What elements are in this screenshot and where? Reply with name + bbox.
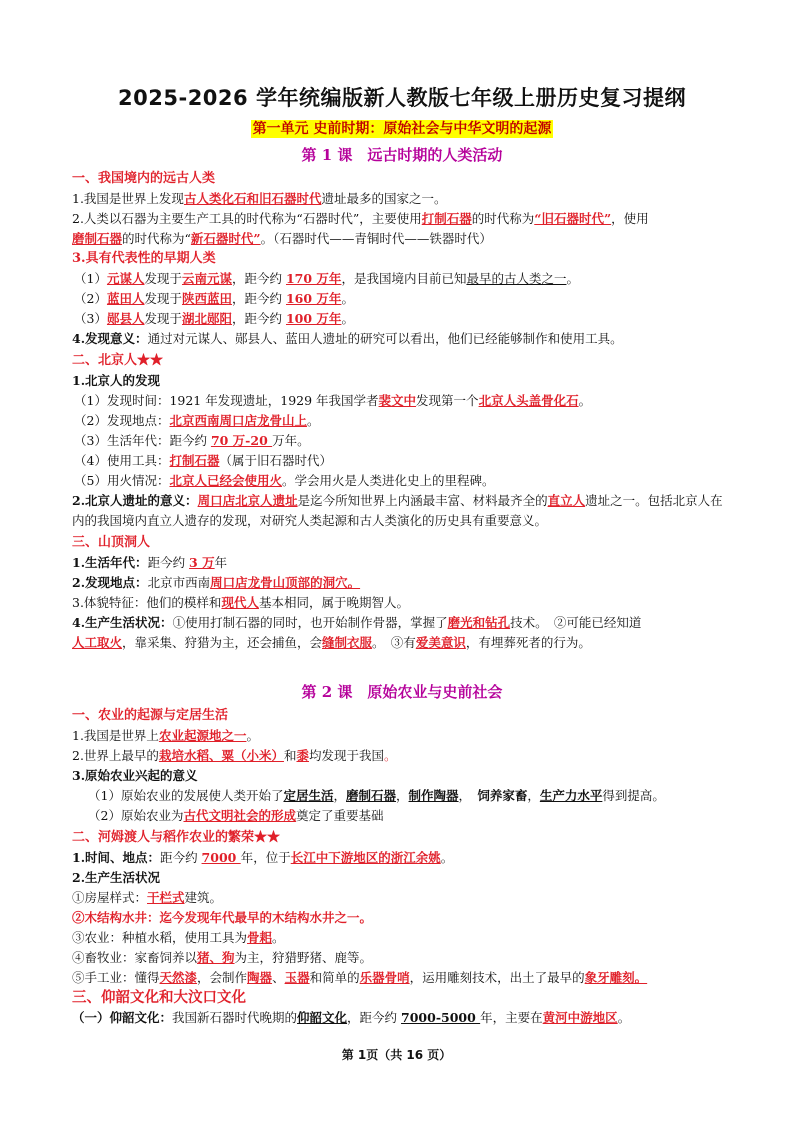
section-heading: 一、我国境内的远古人类 — [72, 171, 216, 186]
section-heading: 三、仰韶文化和大汶口文化 — [72, 989, 246, 1006]
list-item: ②木结构水井：迄今发现年代最早的木结构水井之一。 — [72, 910, 373, 925]
paragraph: 4.发现意义：通过对元谋人、郧县人、蓝田人遗址的研究可以看出，他们已经能够制作和使用工具。 — [72, 331, 623, 346]
paragraph: 1.时间、地点：距今约 7000 年，位于长江中下游地区的浙江余姚。 — [72, 850, 454, 865]
lesson-1-title: 第 1 课 远古时期的人类活动 — [301, 146, 503, 164]
paragraph: 2.人类以石器为主要生产工具的时代称为“石器时代”，主要使用打制石器的时代称为“旧石器时代”，使用 磨制石器的时代称为“新石器时代”。（石器时代——青铜时代——铁器时代） — [72, 211, 649, 246]
paragraph: 4.生产生活状况：①使用打制石器的同时，也开始制作骨器，掌握了磨光和钻孔技术。 ②可能已经知道 人工取火，靠采集、狩猎为主，还会捕鱼，会缝制衣服。 ③有爱美意识，有埋葬死者的行为。 — [72, 615, 642, 650]
paragraph: 2.世界上最早的栽培水稻、粟（小米）和黍均发现于我国。 — [72, 748, 397, 763]
page-footer: 第 1页（共 16 页） — [341, 1048, 452, 1062]
list-item: （3）生活年代：距今约 70 万-20 万年。 — [74, 433, 310, 448]
document-page — [72, 82, 732, 1028]
subsection-heading: 2.生产生活状况 — [72, 870, 161, 885]
subsection-heading: 1.北京人的发现 — [72, 373, 161, 388]
lesson-2-title: 第 2 课 原始农业与史前社会 — [301, 683, 503, 701]
list-item: （3）郧县人发现于湖北郧阳，距今约 100 万年。 — [74, 311, 354, 326]
paragraph: 1.我国是世界上农业起源地之一。 — [72, 728, 259, 743]
section-heading: 一、农业的起源与定居生活 — [72, 708, 229, 723]
section-heading: 二、河姆渡人与稻作农业的繁荣★★ — [72, 830, 281, 845]
paragraph: 3.体貌特征：他们的模样和现代人基本相同，属于晚期智人。 — [72, 595, 409, 610]
list-item: （1）原始农业的发展使人类开始了定居生活，磨制石器，制作陶器， 饲养家畜，生产力水平得到提高。 — [88, 788, 665, 803]
subsection-heading: 3.原始农业兴起的意义 — [72, 768, 198, 783]
unit-heading-text: 第一单元 史前时期：原始社会与中华文明的起源 — [252, 121, 552, 137]
list-item: （4）使用工具：打制石器（属于旧石器时代） — [74, 453, 332, 468]
subsection-heading: 3.具有代表性的早期人类 — [72, 251, 216, 266]
list-item: （2）发现地点：北京西南周口店龙骨山上。 — [74, 413, 320, 428]
list-item: （1）发现时间：1921 年发现遗址，1929 年我国学者裴文中发现第一个北京人头盖骨化石。 — [74, 393, 592, 408]
section-heading: 三、山顶洞人 — [72, 535, 151, 550]
document-title: 2025-2026 学年统编版新人教版七年级上册历史复习提纲 — [118, 86, 686, 110]
paragraph: 1.生活年代：距今约 3 万年 — [72, 555, 228, 570]
paragraph: 2.发现地点：北京市西南周口店龙骨山顶部的洞穴。 — [72, 575, 361, 590]
list-item: （2）蓝田人发现于陕西蓝田，距今约 160 万年。 — [74, 291, 354, 306]
section-heading: 二、北京人★★ — [72, 353, 164, 368]
list-item: ③农业：种植水稻，使用工具为骨耜。 — [72, 930, 285, 945]
list-item: （2）原始农业为古代文明社会的形成奠定了重要基础 — [88, 808, 384, 823]
list-item: ⑤手工业：懂得天然漆，会制作陶器、玉器和简单的乐器骨哨，运用雕刻技术，出土了最早的象牙雕刻。 — [72, 970, 648, 985]
list-item: （1）元谋人发现于云南元谋，距今约 170 万年，是我国境内目前已知最早的古人类之一。 — [74, 271, 579, 286]
paragraph: （一）仰韶文化：我国新石器时代晚期的仰韶文化，距今约 7000-5000 年，主要在黄河中游地区。 — [72, 1010, 631, 1025]
list-item: ①房屋样式：干栏式建筑。 — [72, 890, 223, 905]
list-item: （5）用火情况：北京人已经会使用火。学会用火是人类进化史上的里程碑。 — [74, 473, 495, 488]
paragraph: 2.北京人遗址的意义：周口店北京人遗址是迄今所知世界上内涵最丰富、材料最齐全的直立人遗址之一。包括北京人在内的我国境内直立人遗存的发现，对研究人类起源和古人类演化的历史具有重要意义。 — [72, 493, 723, 528]
paragraph: 1.我国是世界上发现古人类化石和旧石器时代遗址最多的国家之一。 — [72, 191, 447, 206]
list-item: ④畜牧业：家畜饲养以猪、狗为主，狩猎野猪、鹿等。 — [72, 950, 373, 965]
unit-heading — [72, 118, 732, 138]
